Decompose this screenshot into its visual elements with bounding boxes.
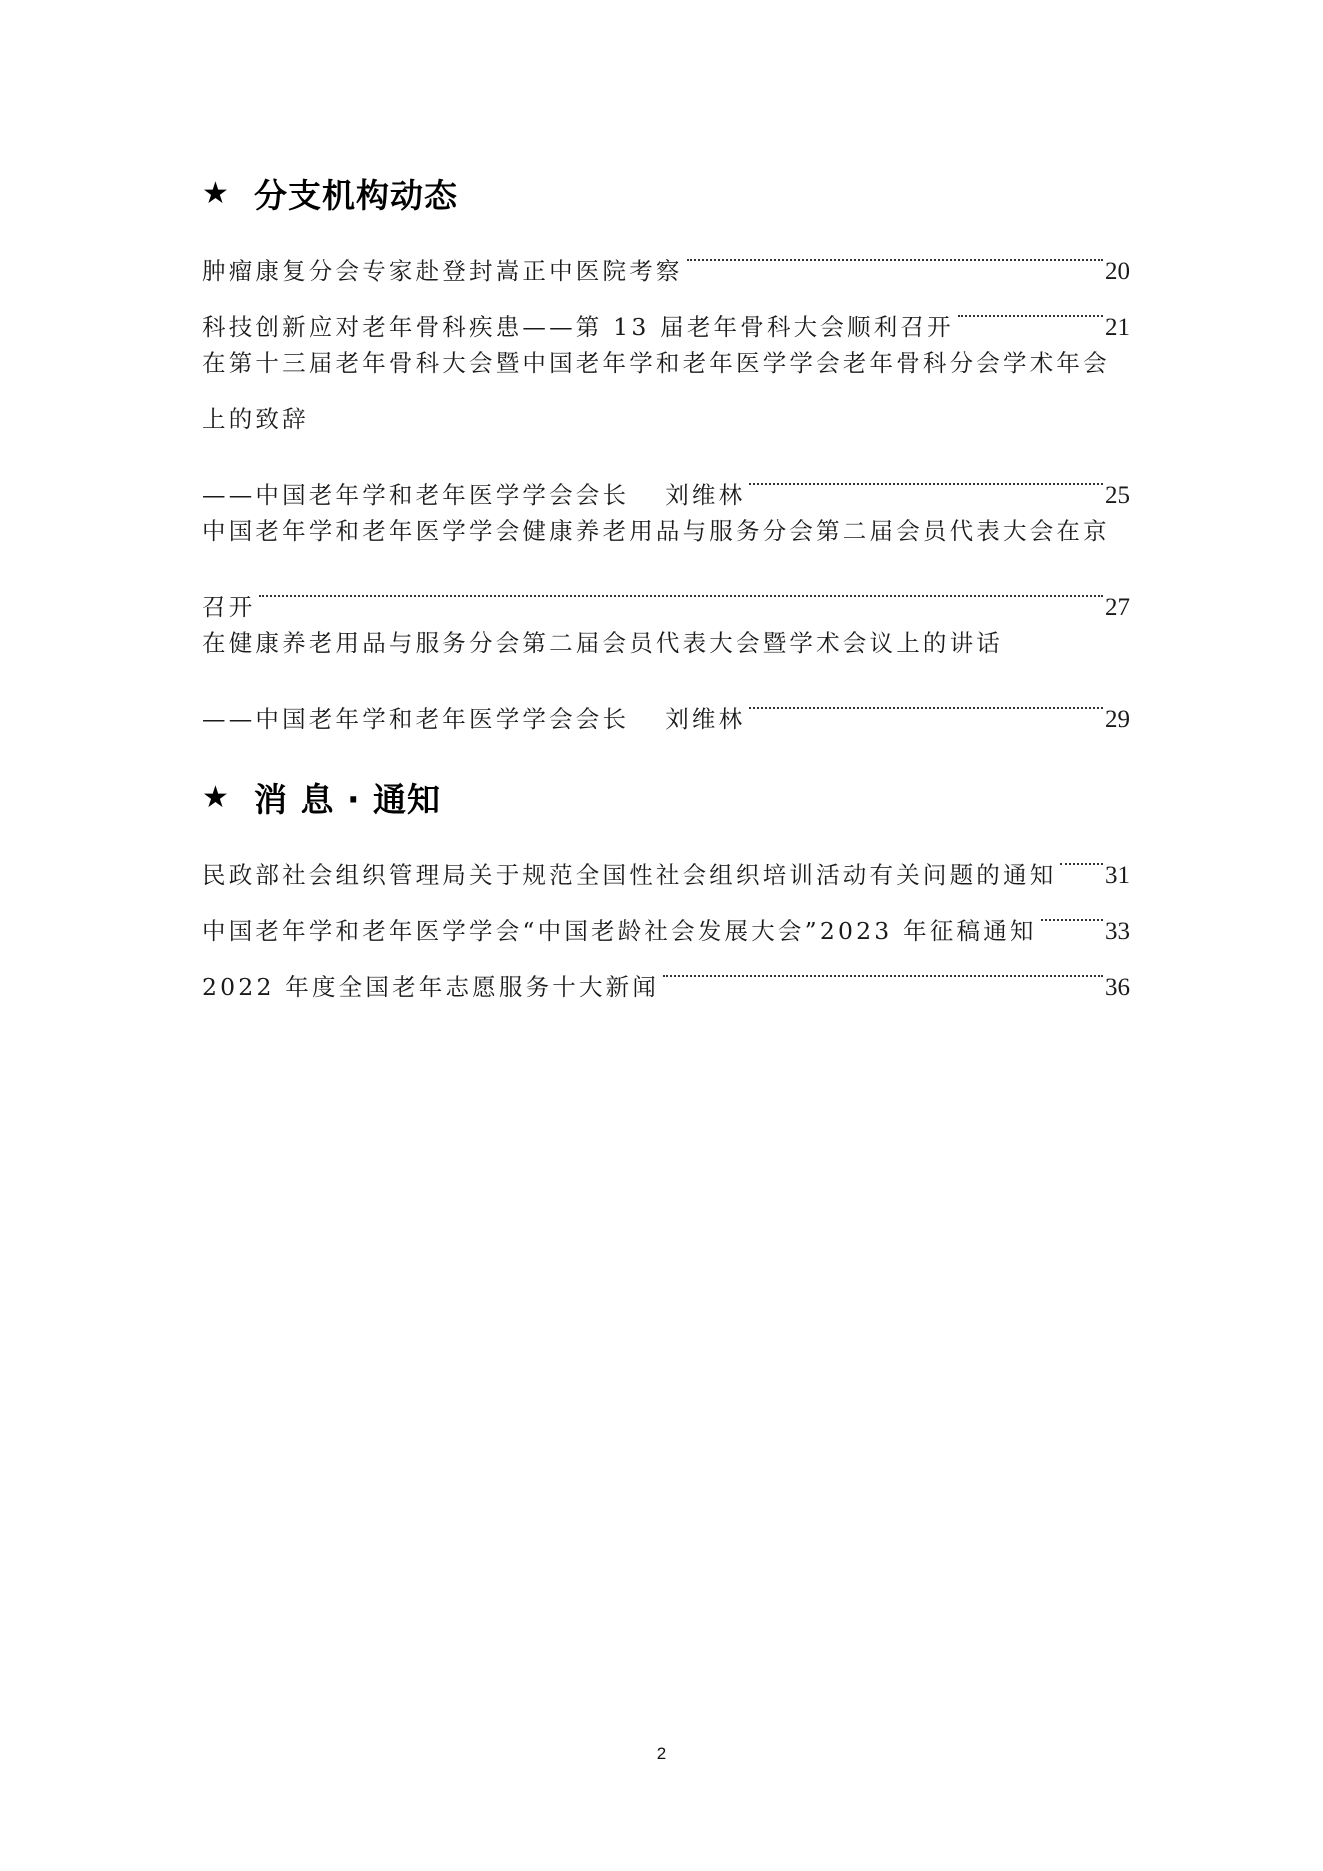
dot-leader (749, 671, 1103, 727)
dot-leader (663, 939, 1103, 995)
toc-page-number: 36 (1105, 974, 1130, 1001)
toc-entry-title: 科技创新应对老年骨科疾患——第 13 届老年骨科大会顺利召开 (202, 313, 954, 341)
section-heading (202, 767, 1130, 827)
toc-entry-title-line (202, 503, 1130, 559)
toc-entry-title-line (202, 335, 1130, 391)
section-heading (202, 163, 1130, 223)
page-number: 2 (656, 1744, 667, 1763)
toc-entry-author-line (202, 671, 1130, 733)
toc-entry-author: 刘维林 (665, 705, 746, 733)
toc-page-number: 27 (1105, 594, 1130, 621)
toc-entry-title: 召开 (202, 593, 256, 621)
section-title: 分支机构动态 (254, 175, 458, 215)
toc-entry-title: 在第十三届老年骨科大会暨中国老年学和老年医学学会老年骨科分会学术年会 (202, 349, 1110, 377)
star-icon: ★ (202, 779, 230, 815)
toc-page-number: 31 (1105, 862, 1130, 889)
toc-entry-title: 中国老年学和老年医学学会健康养老用品与服务分会第二届会员代表大会在京 (202, 517, 1110, 545)
toc-entry-title-line (202, 615, 1130, 671)
toc-entry-title-line (202, 391, 1130, 447)
toc-page-number: 33 (1105, 918, 1130, 945)
dot-leader (1041, 883, 1103, 939)
dot-leader (259, 559, 1103, 615)
table-of-contents (202, 163, 1130, 1001)
toc-entry-byline: ——中国老年学和老年医学学会会长 (202, 481, 630, 509)
toc-page-number: 29 (1105, 706, 1130, 733)
dot-leader (1060, 827, 1103, 883)
toc-entry[interactable] (202, 223, 1130, 285)
toc-entry-title: 民政部社会组织管理局关于规范全国性社会组织培训活动有关问题的通知 (202, 861, 1057, 889)
toc-entry[interactable] (202, 615, 1130, 733)
toc-entry-title: 上的致辞 (202, 405, 309, 433)
toc-entry[interactable] (202, 335, 1130, 509)
toc-page-number: 20 (1105, 258, 1130, 285)
toc-page-number: 25 (1105, 482, 1130, 509)
dot-leader (958, 279, 1103, 335)
toc-entry[interactable] (202, 827, 1130, 889)
toc-page-number: 21 (1105, 314, 1130, 341)
toc-entry-title: 在健康养老用品与服务分会第二届会员代表大会暨学术会议上的讲话 (202, 629, 1003, 657)
toc-entry[interactable] (202, 503, 1130, 621)
toc-section-branch-news (202, 163, 1130, 733)
toc-section-news-notices (202, 767, 1130, 1001)
star-icon: ★ (202, 175, 230, 211)
toc-entry-title: 中国老年学和老年医学学会“中国老龄社会发展大会”2023 年征稿通知 (202, 917, 1037, 945)
toc-entry-author-line (202, 447, 1130, 509)
toc-entry-title: 肿瘤康复分会专家赴登封嵩正中医院考察 (202, 257, 683, 285)
toc-entry-byline: ——中国老年学和老年医学学会会长 (202, 705, 630, 733)
toc-entry-author: 刘维林 (665, 481, 746, 509)
toc-entry-title: 2022 年度全国老年志愿服务十大新闻 (202, 973, 660, 1001)
dot-leader (749, 447, 1103, 503)
toc-entry-title-line (202, 559, 1130, 621)
section-title: 消 息 · 通知 (254, 779, 442, 819)
dot-leader (687, 223, 1103, 279)
